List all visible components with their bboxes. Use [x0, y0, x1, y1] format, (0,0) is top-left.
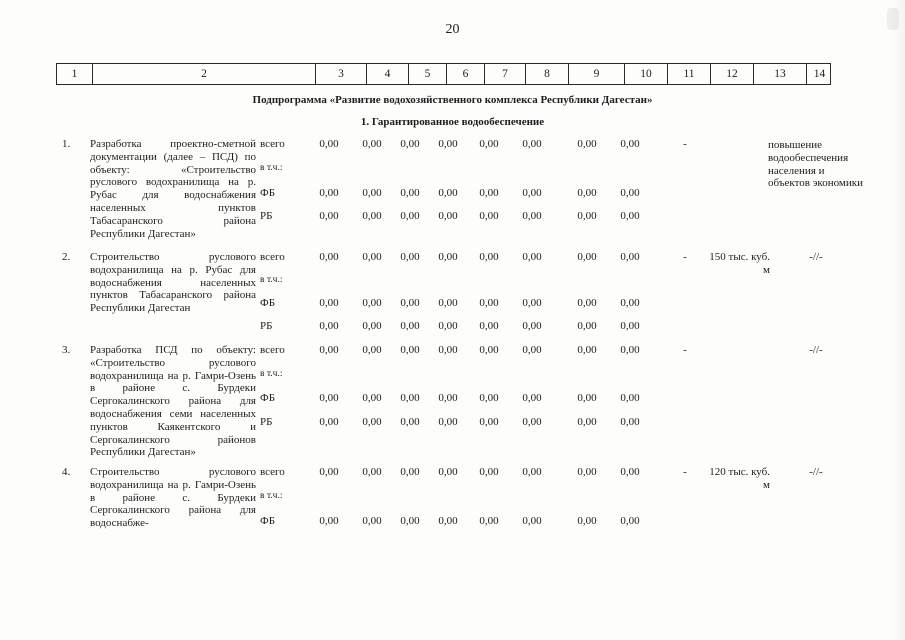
value-cell: 0,00: [438, 392, 458, 404]
col14-value: -//-: [809, 466, 823, 478]
section-title: 1. Гарантированное водообеспечение: [360, 116, 545, 128]
value-cell: 0,00: [438, 416, 458, 428]
value-cell: 0,00: [577, 297, 597, 309]
value-cell: 0,00: [577, 210, 597, 222]
value-cell: 0,00: [479, 344, 499, 356]
col13-value: 150 тыс. куб. м: [709, 251, 770, 276]
row-description: Строительство руслового водохранилища на р. Гамри-Озень в районе с. Бурдеки Сергокалинского района для водоснабже-: [90, 466, 256, 530]
column-header-10: 10: [624, 64, 667, 84]
row-label-fb: ФБ: [260, 515, 276, 527]
col12-value: -: [683, 251, 687, 263]
value-cell: 0,00: [522, 251, 542, 263]
column-header-row: [56, 63, 831, 85]
value-cell: 0,00: [577, 187, 597, 199]
column-header-7: 7: [484, 64, 525, 84]
column-header-8: 8: [525, 64, 568, 84]
value-cell: 0,00: [319, 416, 339, 428]
value-cell: 0,00: [620, 138, 640, 150]
value-cell: 0,00: [438, 466, 458, 478]
value-cell: 0,00: [620, 392, 640, 404]
col12-value: -: [683, 344, 687, 356]
row-description: Разработка проектно-сметной документации (далее – ПСД) по объекту: «Строительство руслового водохранилища на р. Рубас для водоснабжения населенных пунктов Табасаранского района Республики Дагестан»: [90, 138, 256, 240]
value-cell: 0,00: [319, 297, 339, 309]
value-cell: 0,00: [620, 320, 640, 332]
value-cell: 0,00: [522, 416, 542, 428]
row-label-including: в т.ч.:: [260, 491, 283, 501]
value-cell: 0,00: [400, 297, 420, 309]
row-label-rb: РБ: [260, 320, 273, 332]
row-number: 3.: [62, 344, 71, 356]
value-cell: 0,00: [319, 466, 339, 478]
row-number: 4.: [62, 466, 71, 478]
column-header-4: 4: [366, 64, 408, 84]
row-label-including: в т.ч.:: [260, 275, 283, 285]
value-cell: 0,00: [362, 416, 382, 428]
row-number: 2.: [62, 251, 71, 263]
value-cell: 0,00: [620, 344, 640, 356]
value-cell: 0,00: [400, 187, 420, 199]
value-cell: 0,00: [479, 515, 499, 527]
value-cell: 0,00: [319, 187, 339, 199]
value-cell: 0,00: [400, 210, 420, 222]
value-cell: 0,00: [577, 392, 597, 404]
value-cell: 0,00: [479, 392, 499, 404]
value-cell: 0,00: [479, 138, 499, 150]
value-cell: 0,00: [479, 297, 499, 309]
value-cell: 0,00: [479, 251, 499, 263]
value-cell: 0,00: [522, 297, 542, 309]
value-cell: 0,00: [620, 466, 640, 478]
value-cell: 0,00: [620, 187, 640, 199]
col12-value: -: [683, 138, 687, 150]
value-cell: 0,00: [522, 187, 542, 199]
value-cell: 0,00: [620, 210, 640, 222]
value-cell: 0,00: [620, 297, 640, 309]
row-label-fb: ФБ: [260, 187, 276, 199]
column-header-14: 14: [806, 64, 832, 84]
value-cell: 0,00: [362, 515, 382, 527]
value-cell: 0,00: [522, 138, 542, 150]
value-cell: 0,00: [479, 320, 499, 332]
value-cell: 0,00: [362, 344, 382, 356]
value-cell: 0,00: [577, 320, 597, 332]
value-cell: 0,00: [362, 320, 382, 332]
column-header-6: 6: [446, 64, 484, 84]
value-cell: 0,00: [522, 392, 542, 404]
value-cell: 0,00: [362, 251, 382, 263]
col12-value: -: [683, 466, 687, 478]
value-cell: 0,00: [400, 515, 420, 527]
value-cell: 0,00: [438, 187, 458, 199]
value-cell: 0,00: [522, 344, 542, 356]
row-label-total: всего: [260, 466, 285, 478]
value-cell: 0,00: [522, 320, 542, 332]
column-header-9: 9: [568, 64, 624, 84]
row-label-fb: ФБ: [260, 297, 276, 309]
col14-value: -//-: [809, 344, 823, 356]
scan-mark: [887, 8, 899, 30]
value-cell: 0,00: [577, 344, 597, 356]
value-cell: 0,00: [577, 251, 597, 263]
value-cell: 0,00: [362, 466, 382, 478]
value-cell: 0,00: [362, 138, 382, 150]
value-cell: 0,00: [362, 297, 382, 309]
column-header-5: 5: [408, 64, 446, 84]
row-label-including: в т.ч.:: [260, 369, 283, 379]
value-cell: 0,00: [620, 251, 640, 263]
row-label-rb: РБ: [260, 210, 273, 222]
value-cell: 0,00: [400, 344, 420, 356]
column-header-2: 2: [92, 64, 315, 84]
value-cell: 0,00: [577, 466, 597, 478]
value-cell: 0,00: [400, 320, 420, 332]
row-label-rb: РБ: [260, 416, 273, 428]
scan-edge-shadow: [891, 0, 905, 640]
column-header-1: 1: [71, 68, 78, 80]
row-label-total: всего: [260, 344, 285, 356]
row-label-total: всего: [260, 251, 285, 263]
value-cell: 0,00: [577, 416, 597, 428]
value-cell: 0,00: [319, 320, 339, 332]
col13-value: 120 тыс. куб. м: [709, 466, 770, 491]
row-label-including: в т.ч.:: [260, 163, 283, 173]
value-cell: 0,00: [438, 344, 458, 356]
row-number: 1.: [62, 138, 71, 150]
value-cell: 0,00: [400, 251, 420, 263]
column-header-11: 11: [667, 64, 710, 84]
column-header-3: 3: [315, 64, 366, 84]
value-cell: 0,00: [400, 416, 420, 428]
value-cell: 0,00: [479, 187, 499, 199]
value-cell: 0,00: [400, 138, 420, 150]
value-cell: 0,00: [522, 515, 542, 527]
col14-value: -//-: [809, 251, 823, 263]
value-cell: 0,00: [319, 210, 339, 222]
value-cell: 0,00: [577, 138, 597, 150]
value-cell: 0,00: [620, 416, 640, 428]
value-cell: 0,00: [319, 344, 339, 356]
value-cell: 0,00: [362, 392, 382, 404]
column-header-12: 12: [710, 64, 753, 84]
value-cell: 0,00: [479, 416, 499, 428]
row-description: Разработка ПСД по объекту: «Строительство руслового водохранилища на р. Гамри-Озень в районе с. Бурдеки Сергокалинского района для водоснабжения семи населенных пунктов Каякентского и Сергокалинского районов Республики Дагестан»: [90, 344, 256, 459]
value-cell: 0,00: [319, 392, 339, 404]
value-cell: 0,00: [319, 251, 339, 263]
value-cell: 0,00: [362, 187, 382, 199]
value-cell: 0,00: [400, 466, 420, 478]
col14-value: повышение водообеспечения населения и объектов экономики: [768, 139, 863, 190]
page-number: 20: [445, 22, 460, 37]
row-description: Строительство руслового водохранилища на р. Рубас для водоснабжения населенных пунктов Табасаранского района Республики Дагестан: [90, 251, 256, 315]
value-cell: 0,00: [438, 138, 458, 150]
value-cell: 0,00: [620, 515, 640, 527]
value-cell: 0,00: [438, 515, 458, 527]
value-cell: 0,00: [400, 392, 420, 404]
row-label-total: всего: [260, 138, 285, 150]
value-cell: 0,00: [319, 515, 339, 527]
value-cell: 0,00: [438, 251, 458, 263]
value-cell: 0,00: [479, 466, 499, 478]
value-cell: 0,00: [362, 210, 382, 222]
row-label-fb: ФБ: [260, 392, 276, 404]
value-cell: 0,00: [522, 210, 542, 222]
value-cell: 0,00: [438, 320, 458, 332]
value-cell: 0,00: [577, 515, 597, 527]
subprogram-title: Подпрограмма «Развитие водохозяйственного комплекса Республики Дагестан»: [252, 94, 653, 106]
value-cell: 0,00: [522, 466, 542, 478]
value-cell: 0,00: [438, 210, 458, 222]
column-header-13: 13: [753, 64, 806, 84]
value-cell: 0,00: [438, 297, 458, 309]
value-cell: 0,00: [319, 138, 339, 150]
value-cell: 0,00: [479, 210, 499, 222]
